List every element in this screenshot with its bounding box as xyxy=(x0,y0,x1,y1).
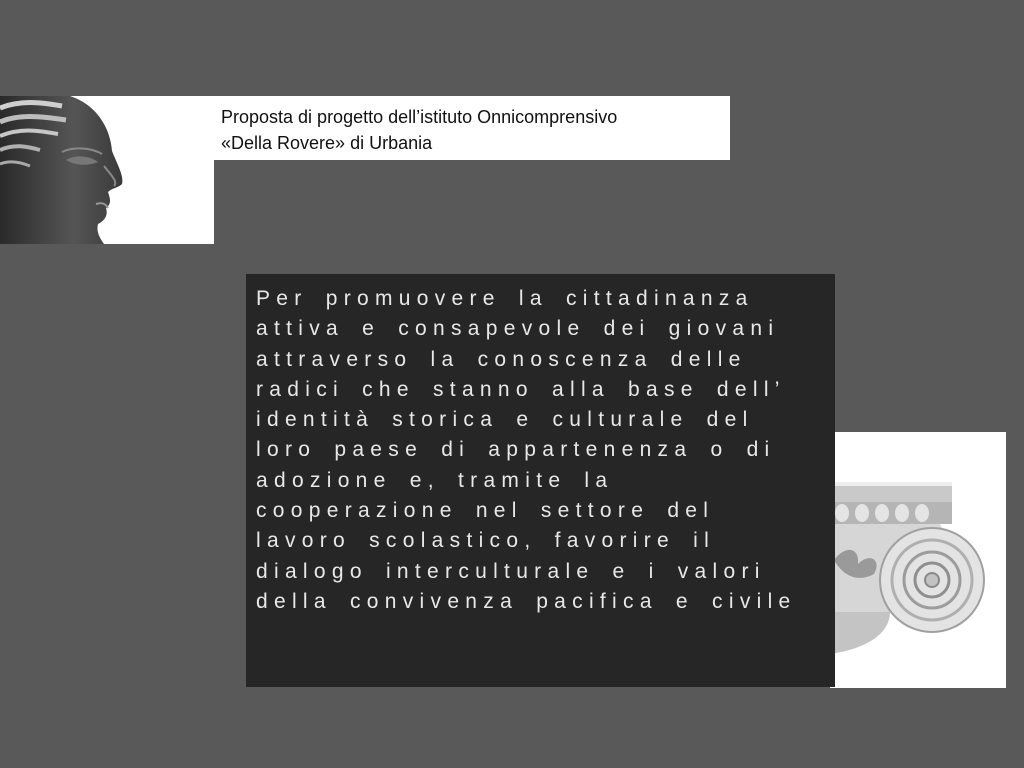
ionic-capital-icon xyxy=(830,432,1006,688)
description-box xyxy=(246,274,835,687)
description-text: Per promuovere la cittadinanza attiva e consapevole dei giovani attraverso la conoscenza delle radici che stanno alla base dell’ identità storica e culturale del loro paese di appartenenza o di adozione e, tramite la cooperazione nel settore del lavoro scolastico, favorire il dialogo interculturale e i valori della convivenza pacifica e civile xyxy=(256,287,797,613)
slide-title xyxy=(213,96,730,160)
title-line-2: «Della Rovere» di Urbania xyxy=(221,133,433,153)
classical-head-sculpture-icon xyxy=(0,96,214,244)
title-line-1: Proposta di progetto dell’istituto Onnicomprensivo xyxy=(221,107,618,127)
